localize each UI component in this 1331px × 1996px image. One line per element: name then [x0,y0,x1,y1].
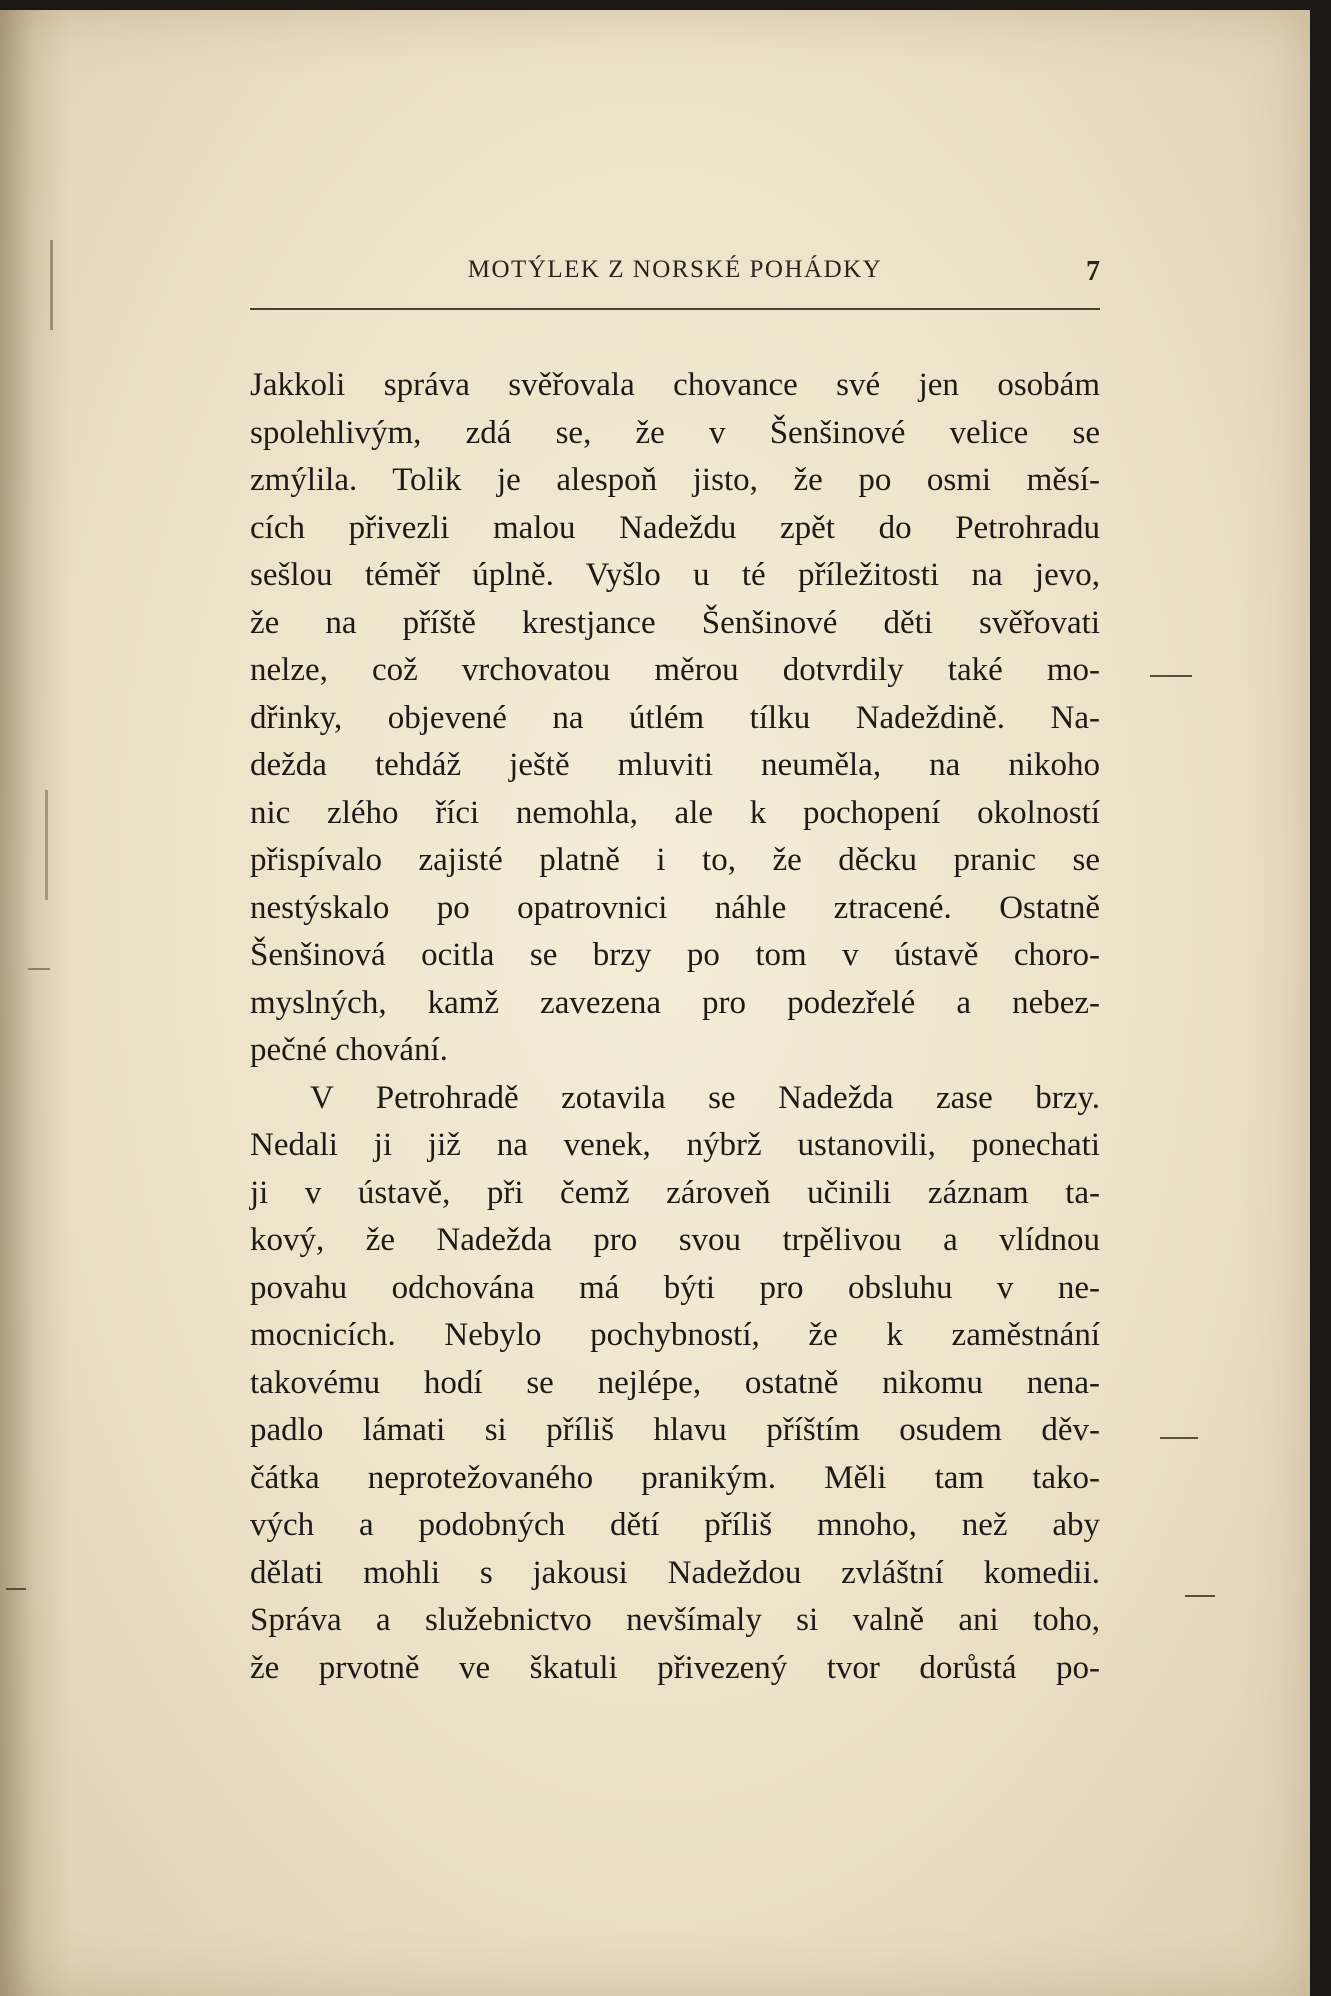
margin-mark [6,1588,26,1590]
text-line: spolehlivým, zdá se, že v Šenšinové velice se [250,414,1100,451]
text-line: dežda tehdáž ještě mluviti neuměla, na nikoho [250,747,1100,783]
text-line: nestýskalo po opatrovnici náhle ztracené. Ostatně [250,889,1100,926]
text-line: ji v ústavě, při čemž zároveň učinili záznam ta- [250,1174,1100,1211]
text-line: přispívalo zajisté platně i to, že děcku pranic se [250,842,1100,878]
text-line: mocnicích. Nebylo pochybností, že k zaměstnání [250,1317,1100,1353]
header-rule [250,308,1100,310]
text-line: že na příště krestjance Šenšinové děti svěřovati [250,604,1100,641]
text-line: že prvotně ve škatuli přivezený tvor dorůstá po- [250,1649,1100,1686]
margin-mark [28,968,50,970]
text-line: zmýlila. Tolik je alespoň jisto, že po osmi měsí- [250,462,1100,498]
text-line: Jakkoli správa svěřovala chovance své jen osobám [250,367,1100,403]
text-line: sešlou téměř úplně. Vyšlo u té příležitosti na jevo, [250,557,1100,593]
page-number: 7 [1086,256,1100,287]
margin-mark [45,790,48,900]
body-text [250,362,1100,1692]
text-line: Správa a služebnictvo nevšímaly si valně ani toho, [250,1602,1100,1638]
text-line: padlo lámati si příliš hlavu příštím osudem děv- [250,1412,1100,1448]
text-line: Nedali ji již na venek, nýbrž ustanovili, ponechati [250,1127,1100,1163]
text-line: cích přivezli malou Nadeždu zpět do Petrohradu [250,509,1100,546]
margin-mark [1160,1437,1198,1439]
text-line: dřinky, objevené na útlém tílku Nadeždině. Na- [250,699,1100,736]
paragraph-last-line: pečné chování. [250,1032,448,1068]
text-line: dělati mohli s jakousi Nadeždou zvláštní komedii. [250,1554,1100,1591]
text-line: kový, že Nadežda pro svou trpělivou a vlídnou [250,1222,1100,1258]
text-line: Šenšinová ocitla se brzy po tom v ústavě choro- [250,937,1100,973]
running-head [250,256,1100,296]
text-line: nic zlého říci nemohla, ale k pochopení okolností [250,794,1100,831]
text-line: čátka neprotežovaného pranikým. Měli tam tako- [250,1459,1100,1496]
margin-mark [1150,675,1192,677]
text-line: povahu odchována má býti pro obsluhu v ne- [250,1269,1100,1306]
page-gutter-shadow [0,10,70,1996]
text-line: myslných, kamž zavezena pro podezřelé a nebez- [250,984,1100,1021]
margin-mark [1185,1595,1215,1597]
margin-mark [50,240,53,330]
text-line: takovému hodí se nejlépe, ostatně nikomu nena- [250,1364,1100,1401]
paragraph-first-line: V Petrohradě zotavila se Nadežda zase brzy. [310,1079,1100,1116]
running-title: MOTÝLEK Z NORSKÉ POHÁDKY [467,256,883,283]
text-line: vých a podobných dětí příliš mnoho, než aby [250,1507,1100,1543]
text-line: nelze, což vrchovatou měrou dotvrdily také mo- [250,652,1100,688]
book-page [0,10,1310,1996]
